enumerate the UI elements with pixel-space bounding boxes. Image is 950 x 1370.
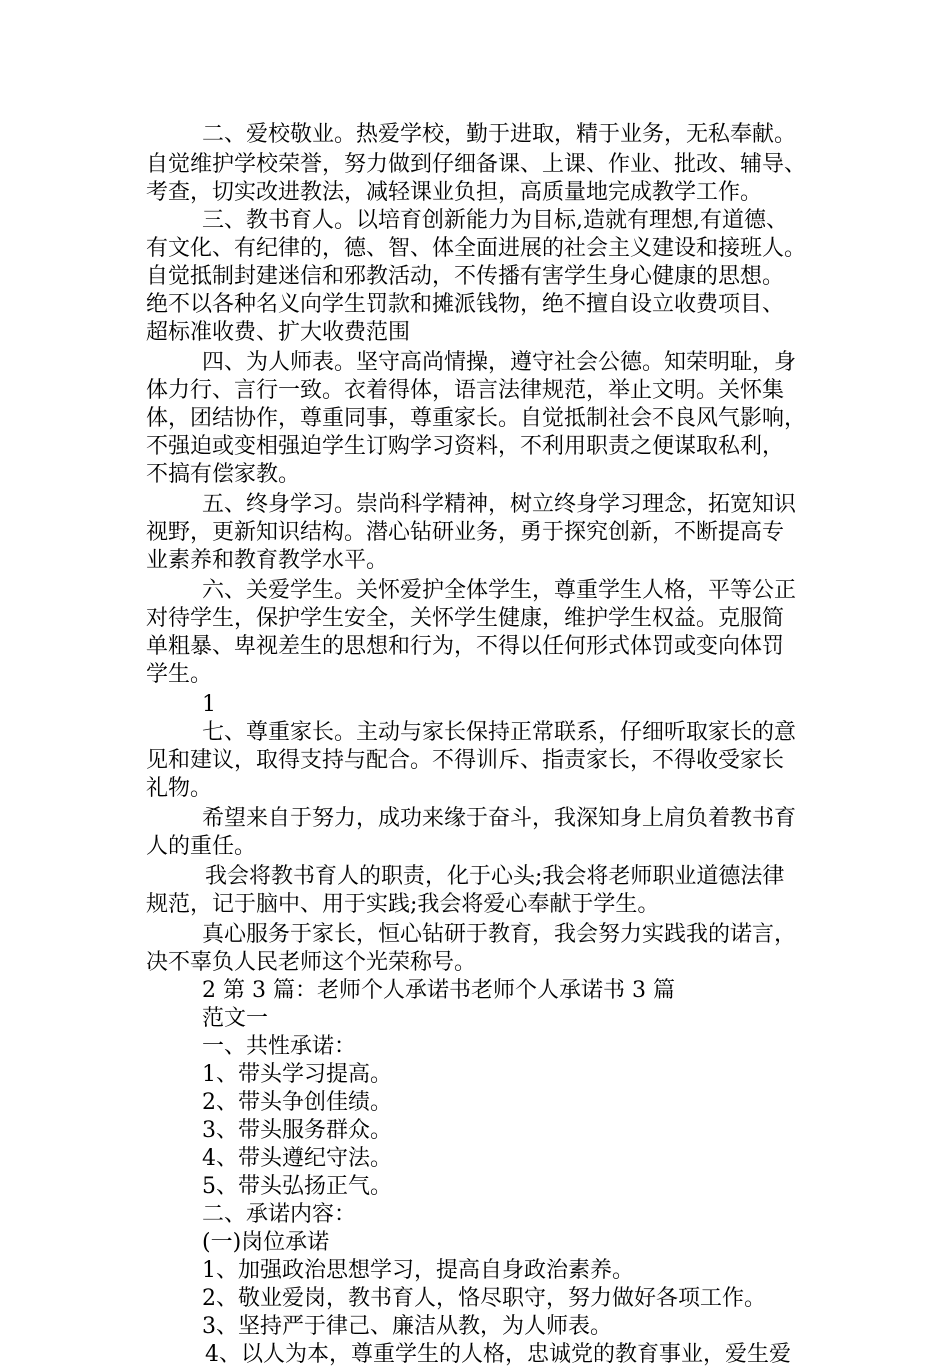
text-line: 六、关爱学生。关怀爱护全体学生，尊重学生人格，平等公正 (202, 578, 797, 603)
list-item: 4、以人为本，尊重学生的人格，忠诚党的教育事业，爱生爱 (205, 1342, 791, 1367)
section-heading: 2 第 3 篇：老师个人承诺书老师个人承诺书 3 篇 (202, 978, 675, 1003)
text-line: 业素养和教育教学水平。 (146, 548, 389, 573)
text-line: 人的重任。 (146, 834, 257, 859)
list-item: 4、带头遵纪守法。 (202, 1146, 392, 1171)
text-line: 希望来自于努力，成功来缘于奋斗，我深知身上肩负着教书育 (202, 806, 797, 831)
list-item: 3、带头服务群众。 (202, 1118, 392, 1143)
text-line: 五、终身学习。崇尚科学精神，树立终身学习理念，拓宽知识 (202, 492, 797, 517)
text-line: 规范，记于脑中、用于实践;我会将爱心奉献于学生。 (146, 892, 660, 917)
text-line: 单粗暴、卑视差生的思想和行为，不得以任何形式体罚或变向体罚 (146, 634, 785, 659)
page-number: 1 (202, 692, 216, 717)
text-line: 真心服务于家长，恒心钻研于教育，我会努力实践我的诺言， (202, 922, 797, 947)
text-line: 有文化、有纪律的，德、智、体全面进展的社会主义建设和接班人。 (146, 236, 807, 261)
text-line: (一)岗位承诺 (202, 1230, 330, 1255)
text-line: 决不辜负人民老师这个光荣称号。 (146, 950, 477, 975)
text-line: 对待学生，保护学生安全，关怀学生健康，维护学生权益。克服简 (146, 606, 785, 631)
text-line: 二、爱校敬业。热爱学校，勤于进取，精于业务，无私奉献。 (202, 122, 797, 147)
text-line: 礼物。 (146, 776, 213, 801)
text-line: 体力行、言行一致。衣着得体，语言法律规范，举止文明。关怀集 (146, 378, 785, 403)
text-line: 考查，切实改进教法，减轻课业负担，高质量地完成教学工作。 (146, 180, 763, 205)
text-line: 我会将教书育人的职责，化于心头;我会将老师职业道德法律 (205, 864, 785, 889)
text-line: 自觉维护学校荣誉，努力做到仔细备课、上课、作业、批改、辅导、 (146, 152, 807, 177)
text-line: 超标准收费、扩大收费范围 (146, 320, 411, 345)
text-line: 体，团结协作，尊重同事，尊重家长。自觉抵制社会不良风气影响， (146, 406, 807, 431)
text-line: 二、承诺内容： (202, 1202, 357, 1227)
text-line: 绝不以各种名义向学生罚款和摊派钱物，绝不擅自设立收费项目、 (146, 292, 785, 317)
list-item: 5、带头弘扬正气。 (202, 1174, 392, 1199)
text-line: 一、共性承诺： (202, 1034, 357, 1059)
text-line: 不搞有偿家教。 (146, 462, 301, 487)
text-line: 四、为人师表。坚守高尚情操，遵守社会公德。知荣明耻，身 (202, 350, 797, 375)
text-line: 七、尊重家长。主动与家长保持正常联系，仔细听取家长的意 (202, 720, 797, 745)
list-item: 1、加强政治思想学习，提高自身政治素养。 (202, 1258, 634, 1283)
text-line: 三、教书育人。以培育创新能力为目标,造就有理想,有道德、 (202, 208, 788, 233)
list-item: 2、带头争创佳绩。 (202, 1090, 392, 1115)
list-item: 2、敬业爱岗，教书育人，恪尽职守，努力做好各项工作。 (202, 1286, 766, 1311)
text-line: 学生。 (146, 662, 213, 687)
text-line: 见和建议，取得支持与配合。不得训斥、指责家长，不得收受家长 (146, 748, 785, 773)
text-line: 视野，更新知识结构。潜心钻研业务，勇于探究创新，不断提高专 (146, 520, 785, 545)
list-item: 1、带头学习提高。 (202, 1062, 392, 1087)
text-line: 范文一 (202, 1006, 269, 1031)
list-item: 3、坚持严于律己、廉洁从教，为人师表。 (202, 1314, 612, 1339)
text-line: 不强迫或变相强迫学生订购学习资料，不利用职责之便谋取私利， (146, 434, 785, 459)
text-line: 自觉抵制封建迷信和邪教活动，不传播有害学生身心健康的思想。 (146, 264, 785, 289)
